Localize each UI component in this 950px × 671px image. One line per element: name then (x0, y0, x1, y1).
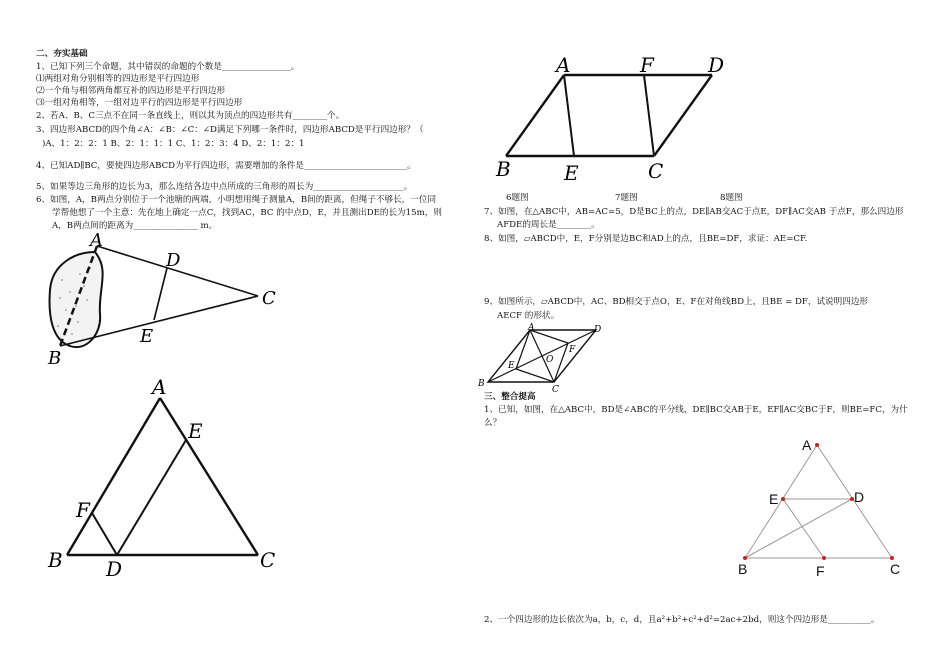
segment-fd (92, 513, 117, 555)
point-b (743, 556, 747, 560)
diagonal-bd (488, 330, 596, 382)
question-6-line-3: A，B两点间的距离为_______________ m。 (52, 221, 218, 231)
label-d: D (594, 325, 602, 335)
question-9-line-1: 9、如图所示，▱ABCD中，AC、BD相交于点O，E、F在对角线BD上，且BE = DF，试说明四边形 (484, 297, 869, 307)
question-3: 3、四边形ABCD的四个角∠A：∠B：∠C：∠D满足下列哪一条件时，四边形ABCD是平行四边形？（ (36, 125, 424, 135)
question-1-item-1: ⑴两组对角分别相等的四边形是平行四边形 (36, 74, 200, 84)
question-1-item-2: ⑵一个角与相邻两角都互补的四边形是平行四边形 (36, 86, 226, 96)
label-a: A (152, 375, 167, 399)
question-5: 5、如果等边三角形的边长为3，那么连结各边中点所成的三角形的周长为_____________________。 (36, 182, 413, 192)
label-b: B (48, 548, 63, 572)
segment-fc (644, 75, 654, 156)
caption-6: 6题图 (506, 193, 529, 203)
label-e: E (508, 361, 515, 371)
segment-ef (783, 499, 824, 558)
label-e: E (564, 161, 579, 185)
label-b: B (496, 157, 511, 181)
label-f: F (816, 563, 825, 579)
point-a (815, 443, 819, 447)
question-1-item-3: ⑶一组对角相等，一组对边平行的四边形是平行四边形 (36, 98, 243, 108)
question-4: 4、已知AD∥BC，要使四边形ABCD为平行四边形，需要增加的条件是________________________。 (36, 161, 416, 171)
triangle-figure (40, 372, 290, 582)
segment-ae (564, 75, 574, 156)
question-6-line-2: 学帮他想了一个主意：先在地上确定一点C，找到AC，BC 的中点D，E，并且测出DE的长为15m，则 (52, 208, 442, 218)
label-f: F (76, 498, 90, 522)
point-c (890, 556, 894, 560)
section-title-2: 二、夯实基础 (36, 49, 88, 59)
point-e (781, 497, 785, 501)
segment-bd (745, 499, 852, 558)
side-ab (506, 75, 564, 156)
question-1: 1、已知下列三个命题，其中错误的命题的个数是________________。 (36, 62, 300, 72)
segment-de (154, 268, 167, 320)
label-d: D (166, 250, 181, 271)
label-a: A (802, 437, 812, 453)
section-3-question-2: 2、一个四边形的边长依次为a，b，c，d，且a²+b²+c²+d²=2ac+2bd，则这个四边形是__________。 (484, 615, 880, 625)
section-title-3: 三、整合提高 (484, 392, 536, 402)
label-f: F (569, 345, 576, 355)
segment-de (117, 440, 186, 555)
question-7-line-2: AFDE的周长是________。 (497, 220, 600, 230)
label-b: B (478, 379, 485, 389)
label-e: E (188, 419, 203, 443)
caption-7: 7题图 (615, 193, 638, 203)
question-9-line-2: AECF 的形状。 (497, 311, 560, 321)
q9-figure (476, 322, 616, 394)
label-c: C (890, 561, 901, 577)
label-a: A (90, 230, 103, 251)
label-d: D (106, 557, 123, 581)
question-2: 2、若A、B、C三点不在同一条直线上，则以其为顶点的四边形共有________个。 (36, 111, 345, 121)
label-b: B (48, 348, 62, 369)
label-e: E (140, 326, 154, 347)
label-c: C (262, 288, 276, 309)
label-b: B (738, 561, 748, 577)
section-3-question-1-line-1: 1、已知，如图，在△ABC中，BD是∠ABC的平分线，DE∥BC交AB于E，EF∥AC交BC于F，则BE=FC，为什 (484, 405, 908, 415)
side-ab (67, 398, 160, 555)
section-3-triangle-figure (730, 428, 910, 578)
side-ac (160, 398, 258, 555)
question-8: 8、如图，▱ABCD中，E，F分别是边BC和AD上的点，且BE=DF，求证：AE=CF. (484, 234, 808, 244)
label-c: C (552, 385, 559, 395)
section-3-question-1-line-2: 么？ (484, 418, 502, 428)
label-a: A (528, 323, 535, 333)
side-dc (654, 75, 712, 156)
question-6-line-1: 6、如图，A，B两点分别位于一个池塘的两端，小明想用绳子测量A，B间的距离，但绳子不够长，一位同 (36, 195, 437, 205)
label-o: O (546, 355, 554, 365)
label-d: D (708, 53, 725, 77)
label-c: C (260, 548, 276, 572)
pond-figure (40, 230, 290, 370)
point-f (822, 556, 826, 560)
label-e: E (769, 491, 779, 507)
triangle-abc (745, 445, 892, 558)
label-d: D (854, 489, 865, 505)
label-a: A (556, 53, 571, 77)
label-c: C (648, 159, 664, 183)
label-f: F (640, 53, 654, 77)
parallelogram-figure (490, 48, 750, 188)
question-7-line-1: 7、如图，在△ABC中，AB=AC=5，D是BC上的点，DE∥AB交AC于点E，DF∥AC交AB 于点F，那么四边形 (484, 207, 904, 217)
caption-8: 8题图 (720, 193, 743, 203)
question-3-options: )A、1：2：2：1 B、2：1：1：1 C、1：2：3：4 D、2：1：2：1 (42, 139, 305, 149)
